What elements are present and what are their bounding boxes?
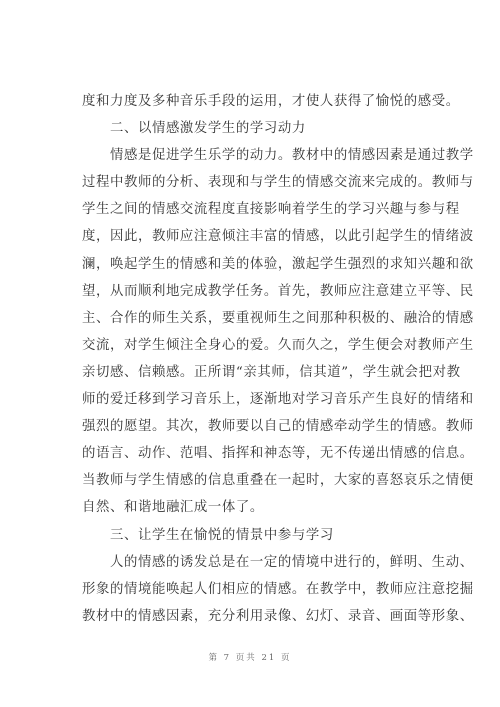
text-line: 过程中教师的分析、表现和与学生的情感交流来完成的。教师与 <box>82 175 474 191</box>
text-line: 度和力度及多种音乐手段的运用，才使人获得了愉悦的感受。 <box>82 94 460 109</box>
text-line: 自然、和谐地融汇成一体了。 <box>82 500 264 516</box>
text-line: 望，从而顺利地完成教学任务。首先，教师应注意建立平等、民 <box>82 283 474 299</box>
text-line: 亲切感、信赖感。正所谓“亲其师，信其道”，学生就会把对教 <box>82 364 461 380</box>
page-number: 第 7 页共 21 页 <box>208 653 292 663</box>
document-body <box>82 88 474 630</box>
text-line: 人的情感的诱发总是在一定的情境中进行的，鲜明、生动、 <box>82 554 474 570</box>
text-line: 当教师与学生情感的信息重叠在一起时，大家的喜怒哀乐之情便 <box>82 473 474 489</box>
text-line: 形象的情境能唤起人们相应的情感。在教学中，教师应注意挖掘 <box>82 581 474 597</box>
text-line: 教材中的情感因素，充分利用录像、幻灯、录音、画面等形象、 <box>82 608 474 624</box>
text-line: 学生之间的情感交流程度直接影响着学生的学习兴趣与参与程 <box>82 202 460 218</box>
text-line: 情感是促进学生乐学的动力。教材中的情感因素是通过教学 <box>82 148 474 164</box>
text-line: 师的爱迁移到学习音乐上，逐渐地对学习音乐产生良好的情绪和 <box>82 392 474 408</box>
text-line: 主、合作的师生关系，要重视师生之间那种积极的、融洽的情感 <box>82 310 474 326</box>
text-line: 度，因此，教师应注意倾注丰富的情感，以此引起学生的情绪波 <box>82 229 474 245</box>
section-heading: 二、以情感激发学生的学习动力 <box>82 121 306 137</box>
text-line: 交流，对学生倾注全身心的爱。久而久之，学生便会对教师产生 <box>82 337 474 353</box>
text-line: 澜，唤起学生的情感和美的体验，激起学生强烈的求知兴趣和欲 <box>82 256 474 272</box>
text-line: 的语言、动作、范唱、指挥和神态等，无不传递出情感的信息。 <box>82 446 474 462</box>
text-line: 强烈的愿望。其次，教师要以自己的情感牵动学生的情感。教师 <box>82 419 474 435</box>
section-heading: 三、让学生在愉悦的情景中参与学习 <box>82 527 334 543</box>
